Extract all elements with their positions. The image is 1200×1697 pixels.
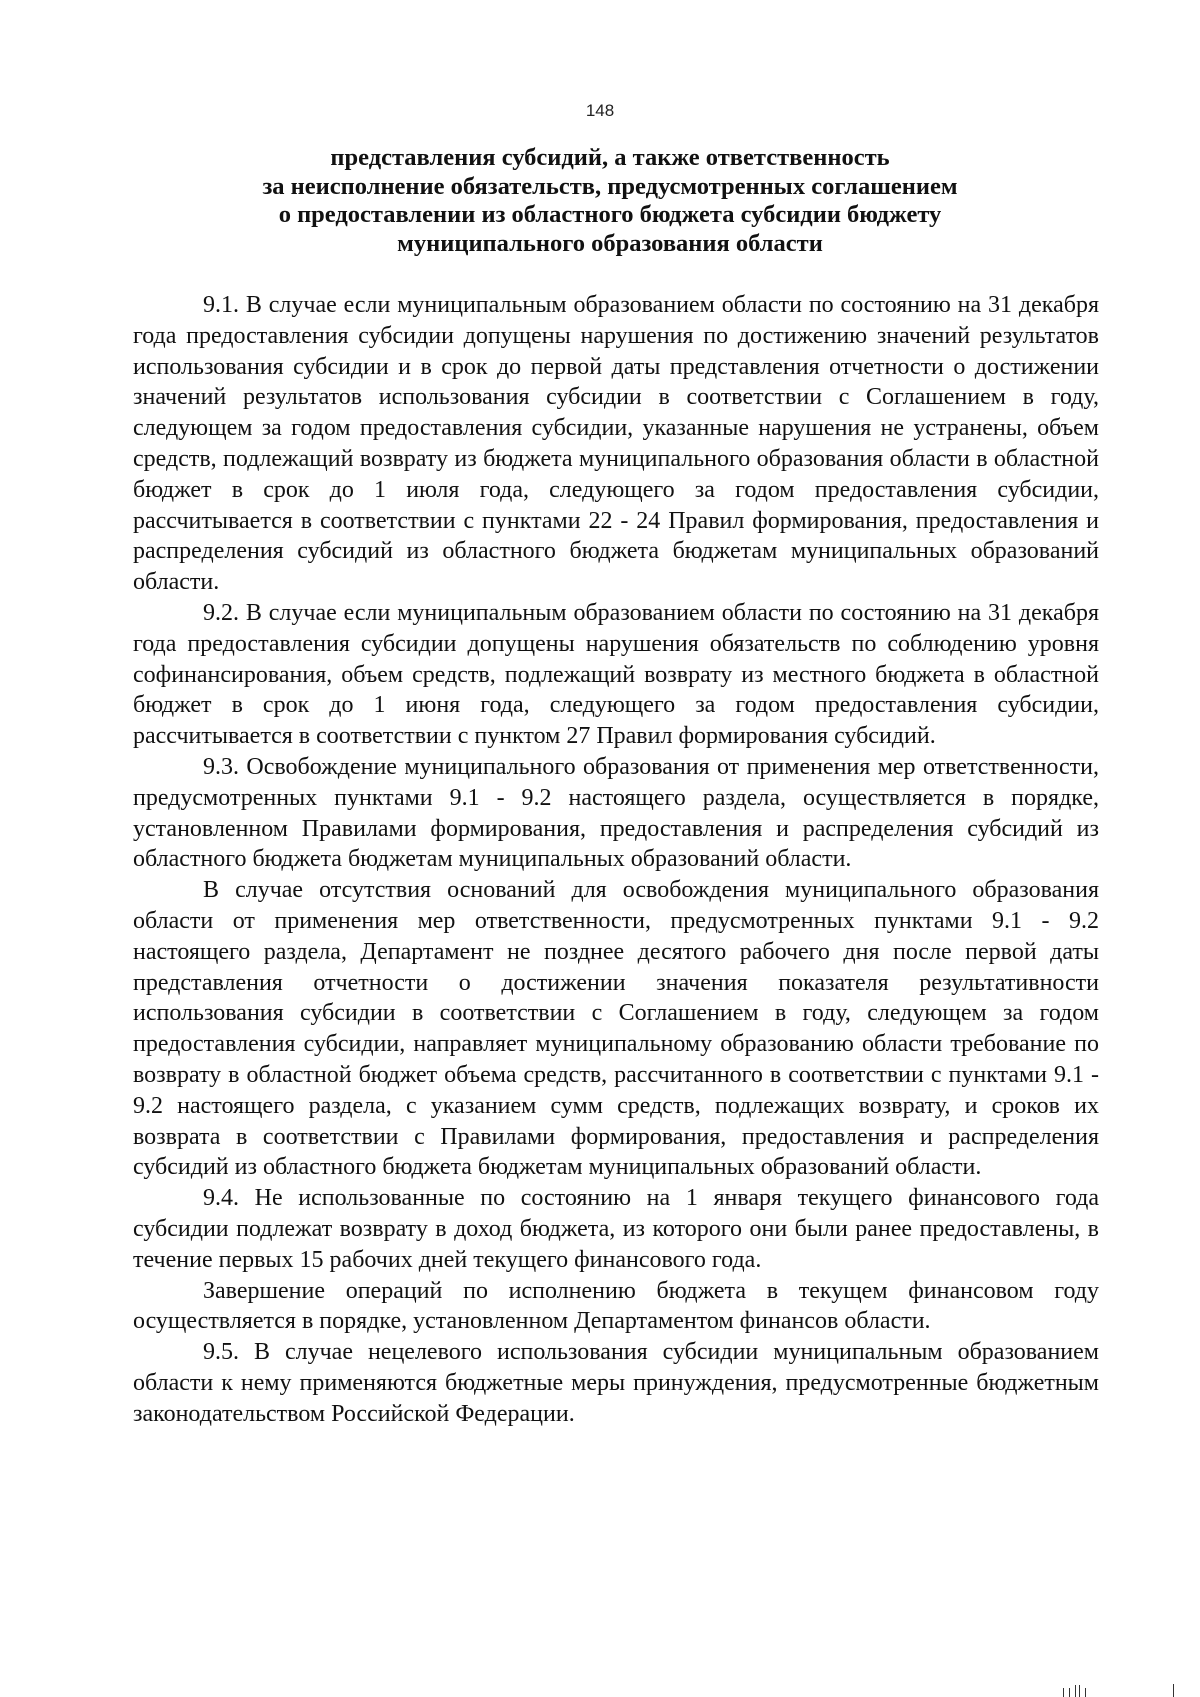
section-heading xyxy=(150,144,1070,258)
heading-line: муниципального образования области xyxy=(397,229,823,257)
paragraph-9-3: 9.3. Освобождение муниципального образования от применения мер ответственности, предусмотренных пунктами 9.1 - 9.2 настоящего раздела, осуществляется в порядке, установленном Правилами формирования, предоставления и распределения субсидий из областного бюджета бюджетам муниципальных образований области. xyxy=(133,753,1099,873)
body-text xyxy=(133,290,1099,1429)
paragraph-9-1: 9.1. В случае если муниципальным образованием области по состоянию на 31 декабря года предоставления субсидии допущены нарушения по достижению значений результатов использования субсидии и в срок до первой даты представления отчетности о достижении значений результатов использования субсидии в соответствии с Соглашением в году, следующем за годом предоставления субсидии, указанные нарушения не устранены, объем средств, подлежащий возврату из бюджета муниципального образования области в областной бюджет в срок до 1 июля года, следующего за годом предоставления субсидии, рассчитывается в соответствии с пунктами 22 - 24 Правил формирования, предоставления и распределения субсидий из областного бюджета бюджетам муниципальных образований области. xyxy=(133,292,1099,596)
paragraph-9-4-continued: Завершение операций по исполнению бюджета в текущем финансовом году осуществляется в порядке, установленном Департаментом финансов области. xyxy=(133,1277,1099,1335)
page-number: 148 xyxy=(585,101,615,120)
paragraph-9-2: 9.2. В случае если муниципальным образованием области по состоянию на 31 декабря года предоставления субсидии допущены нарушения обязательств по соблюдению уровня софинансирования, объем средств, подлежащий возврату из местного бюджета в областной бюджет в срок до 1 июня года, следующего за годом предоставления субсидии, рассчитывается в соответствии с пунктом 27 Правил формирования субсидий. xyxy=(133,599,1099,750)
scan-artifact-marks xyxy=(1063,1680,1183,1697)
paragraph-9-3-continued: В случае отсутствия оснований для освобождения муниципального образования области от применения мер ответственности, предусмотренных пунктами 9.1 - 9.2 настоящего раздела, Департамент не позднее десятого рабочего дня после первой даты представления отчетности о достижении значения показателя результативности использования субсидии в соответствии с Соглашением в году, следующем за годом предоставления субсидии, направляет муниципальному образованию области требование по возврату в областной бюджет объема средств, рассчитанного в соответствии с пунктами 9.1 - 9.2 настоящего раздела, с указанием сумм средств, подлежащих возврату, и сроков их возврата в соответствии с Правилами формирования, предоставления и распределения субсидий из областного бюджета бюджетам муниципальных образований области. xyxy=(133,877,1099,1181)
heading-line: о предоставлении из областного бюджета субсидии бюджету xyxy=(278,201,942,228)
paragraph-9-4: 9.4. Не использованные по состоянию на 1 января текущего финансового года субсидии подлежат возврату в доход бюджета, из которого они были ранее предоставлены, в течение первых 15 рабочих дней текущего финансового года. xyxy=(133,1185,1099,1273)
heading-line: представления субсидий, а также ответственность xyxy=(330,144,890,171)
paragraph-9-5: 9.5. В случае нецелевого использования субсидии муниципальным образованием области к нему применяются бюджетные меры принуждения, предусмотренные бюджетным законодательством Российской Федерации. xyxy=(133,1339,1099,1427)
heading-line: за неисполнение обязательств, предусмотренных соглашением xyxy=(262,172,958,200)
